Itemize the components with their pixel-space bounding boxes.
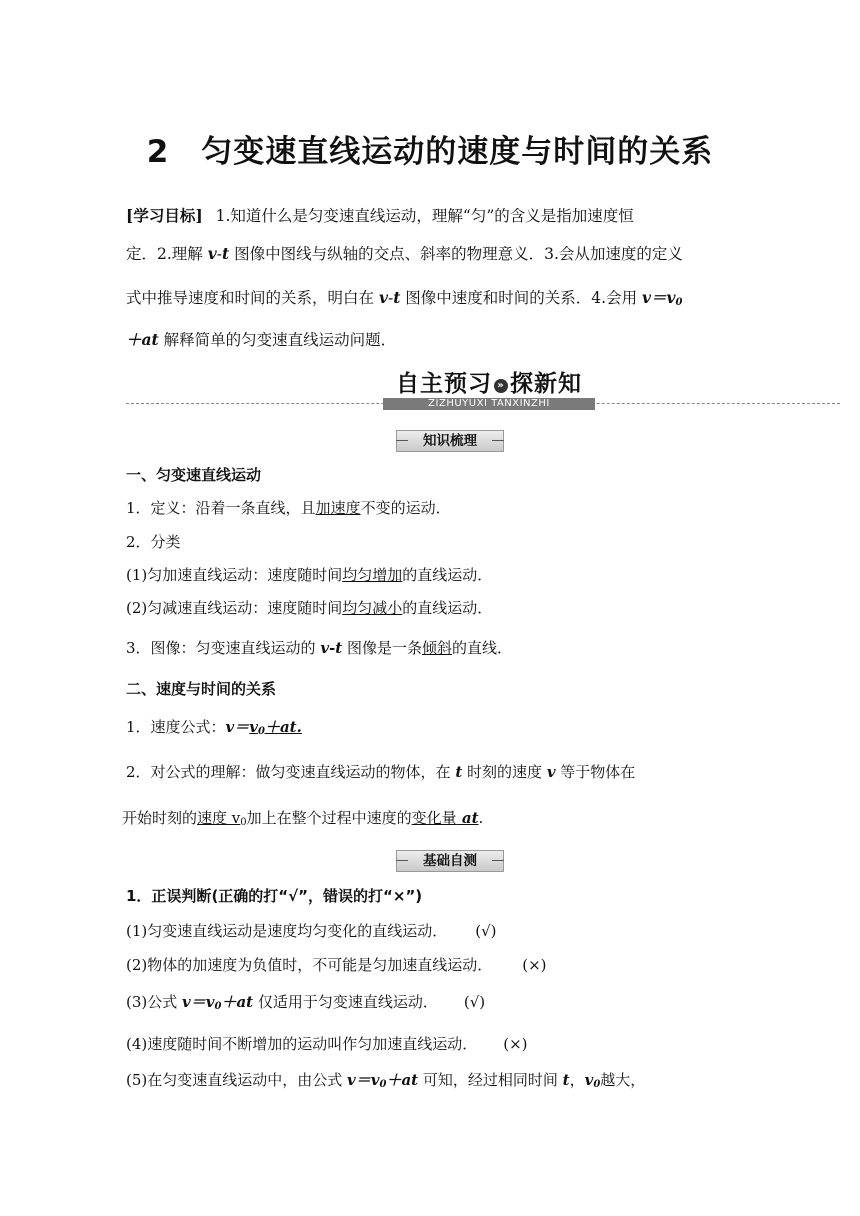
- text: 速度 v: [197, 809, 241, 827]
- subscript: 0: [240, 817, 247, 828]
- answer: 均匀增加: [342, 566, 403, 584]
- objectives-label: [学习目标]: [126, 206, 203, 225]
- text: ，: [569, 1071, 585, 1089]
- judge-item-2: [126, 955, 547, 975]
- text: 越大，: [600, 1071, 646, 1089]
- text: 仅适用于匀变速直线运动．: [253, 993, 438, 1011]
- text: -: [387, 289, 394, 307]
- text: 开始时刻的: [122, 809, 198, 827]
- answer: 倾斜: [421, 639, 452, 657]
- subscript: 0: [214, 1001, 222, 1012]
- formula-rest: ＋at.: [264, 718, 302, 736]
- text: 时刻的速度: [462, 763, 547, 781]
- classification: 2．分类: [126, 533, 181, 551]
- text: 不变的运动．: [360, 499, 451, 517]
- var-v: v: [546, 763, 556, 781]
- text: 3．图像：匀变速直线运动的: [126, 639, 321, 657]
- text: 的直线．: [452, 639, 513, 657]
- answer: (×): [522, 956, 547, 974]
- heading-2: 二、速度与时间的关系: [126, 680, 277, 698]
- banner-right: 探新知: [510, 371, 582, 397]
- section-box-selftest: 基础自测: [396, 850, 504, 872]
- answer: 均匀减小: [342, 599, 403, 617]
- judge-item-1: [126, 921, 497, 941]
- formula: v＝v: [182, 993, 215, 1011]
- var-t: t: [455, 763, 463, 781]
- subscript: 0: [675, 297, 683, 308]
- judge-item-3: [126, 992, 485, 1017]
- formula: ＋at: [126, 330, 159, 349]
- subscript: 0: [379, 1079, 387, 1090]
- answer: 加速度: [315, 499, 361, 517]
- text: 1．速度公式：: [126, 718, 226, 736]
- formula-understanding-1: [126, 762, 635, 782]
- var-at: at: [456, 809, 479, 827]
- banner-left: 自主预习: [396, 371, 492, 397]
- text: (2)物体的加速度为负值时，不可能是匀加速直线运动．: [126, 956, 493, 974]
- formula: ＋at: [386, 1071, 419, 1089]
- answer: (√): [463, 993, 486, 1011]
- text: 图像是一条: [342, 639, 422, 657]
- var-t: t: [221, 244, 230, 263]
- graph-desc: [126, 638, 512, 658]
- text: 的直线运动．: [402, 566, 493, 584]
- text: 的直线运动．: [402, 599, 493, 617]
- answer: [249, 718, 302, 736]
- text: (1)匀变速直线运动是速度均匀变化的直线运动．: [126, 922, 448, 940]
- section-banner: [383, 370, 595, 410]
- formula: ＋at: [221, 993, 254, 1011]
- decel-motion: [126, 598, 492, 618]
- judge-item-5: [126, 1070, 645, 1095]
- objectives-line-1: [126, 206, 740, 226]
- text: 图像中图线与纵轴的交点、斜率的物理意义．3.会从加速度的定义: [229, 245, 683, 263]
- formula-understanding-2: [122, 808, 483, 833]
- text: 定．2.理解: [126, 245, 208, 263]
- text: 等于物体在: [555, 763, 636, 781]
- objectives-line-4: [126, 330, 740, 350]
- subscript: 0: [593, 1079, 601, 1090]
- var-v0: v: [584, 1071, 594, 1089]
- text: (2)匀减速直线运动：速度随时间: [126, 599, 343, 617]
- page-title: 2 匀变速直线运动的速度与时间的关系: [146, 134, 714, 170]
- arrow-icon: »: [494, 379, 508, 393]
- answer: [197, 809, 247, 827]
- formula: v＝: [225, 718, 250, 736]
- question-1: 1．正误判断(正确的打“√”，错误的打“×”): [126, 887, 423, 905]
- answer: (√): [475, 922, 497, 940]
- text: .: [478, 809, 484, 827]
- definition: [126, 498, 451, 518]
- var-v: v: [207, 244, 217, 263]
- heading-1: 一、匀变速直线运动: [126, 466, 262, 484]
- var-v0: v: [249, 718, 258, 736]
- objectives-line-2: [126, 244, 740, 264]
- formula: v＝v: [347, 1071, 380, 1089]
- text: (1)匀加速直线运动：速度随时间: [126, 566, 343, 584]
- text: 加上在整个过程中速度的: [246, 809, 412, 827]
- objectives-line-3: [126, 288, 740, 313]
- text: 解释简单的匀变速直线运动问题．: [158, 331, 397, 349]
- answer: [412, 809, 479, 827]
- text: 式中推导速度和时间的关系，明白在: [126, 289, 379, 307]
- accel-motion: [126, 565, 492, 585]
- var-t: t: [393, 288, 401, 307]
- text: (4)速度随时间不断增加的运动叫作匀加速直线运动．: [126, 1035, 478, 1053]
- text: (5)在匀变速直线运动中，由公式: [126, 1071, 348, 1089]
- formula: v＝v: [642, 288, 676, 307]
- velocity-formula: [126, 717, 302, 742]
- banner-title: [383, 370, 595, 398]
- text: 1．定义：沿着一条直线，且: [126, 499, 316, 517]
- text: 变化量: [411, 809, 457, 827]
- judge-item-4: [126, 1034, 528, 1054]
- section-box-knowledge: 知识梳理: [396, 430, 504, 452]
- var-v: v: [378, 288, 388, 307]
- var-t: t: [562, 1071, 570, 1089]
- subscript: 0: [257, 726, 265, 737]
- text: -: [216, 245, 222, 263]
- answer: (×): [503, 1035, 528, 1053]
- text: 图像中速度和时间的关系．4.会用: [400, 289, 643, 307]
- text: 2．对公式的理解：做匀变速直线运动的物体，在: [126, 763, 456, 781]
- text: (3)公式: [126, 993, 183, 1011]
- banner-subtitle: ZIZHUYUXI TANXINZHI: [383, 398, 595, 410]
- text: 可知，经过相同时间: [418, 1071, 563, 1089]
- var-vt: v-t: [320, 639, 343, 657]
- objectives-text: 1.知道什么是匀变速直线运动，理解“匀”的含义是指加速度恒: [215, 207, 634, 225]
